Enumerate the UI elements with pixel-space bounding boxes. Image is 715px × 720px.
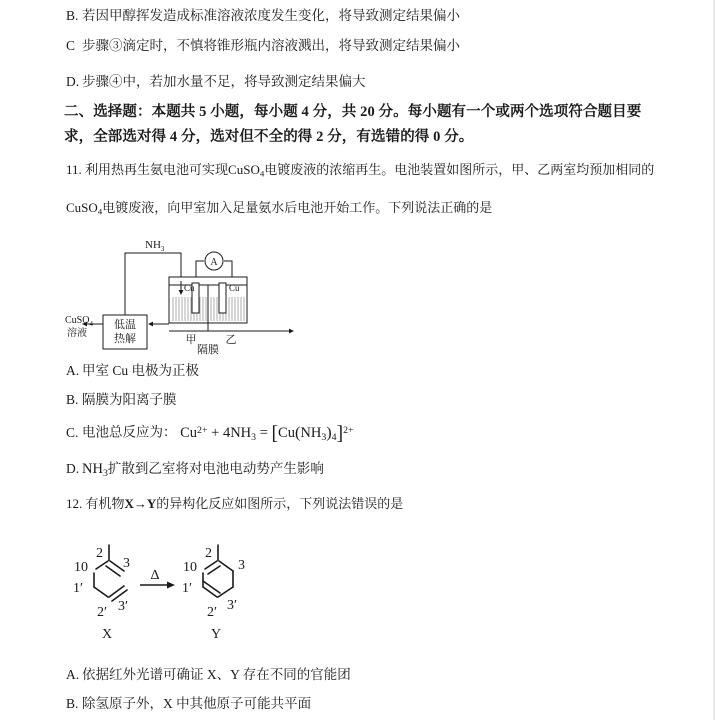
section-heading-line2: 求，全部选对得 4 分，选对但不全的得 2 分，有选错的得 0 分。	[64, 128, 474, 145]
chamber-label-left: 甲	[185, 334, 197, 346]
question-11-option-b	[66, 390, 177, 410]
question-11-stem-line2	[66, 198, 670, 219]
prev-option-b-text: 若因甲醇挥发造成标准溶液浓度发生变化，将导致测定结果偏小	[82, 8, 460, 23]
question-11-stem	[66, 160, 670, 181]
x-label-3prime: 3′	[118, 599, 129, 614]
prev-option-c	[66, 36, 666, 56]
figure-isomerization-x-to-y	[66, 540, 281, 648]
outlet-label-text: 溶液	[67, 328, 87, 339]
prev-option-b	[66, 6, 666, 26]
prev-option-d-text: 步骤④中，若加水量不足，将导致测定结果偏大	[82, 74, 366, 89]
arrow-inline: →	[133, 496, 147, 511]
x-label-10: 10	[74, 560, 88, 575]
cuso4-base-1: CuSO	[228, 162, 260, 177]
cuso4-formula-1	[228, 162, 264, 177]
prev-option-c-letter: C	[66, 38, 76, 53]
question-11-option-a-text: 甲室 Cu 电极为正极	[82, 363, 200, 378]
cell-reaction-equation: $Cu^{2+} + 4NH_3 = [Cu(NH_3)_4]^{2+}$	[176, 423, 354, 444]
cuso4-sub-1: 4	[259, 168, 265, 179]
pyrolysis-box-label-line2: 热解	[114, 333, 136, 345]
question-12-option-b-text: 除氢原子外，X 中其他原子可能共平面	[82, 696, 312, 711]
y-label-10: 10	[183, 560, 197, 575]
y-label-3prime: 3′	[227, 598, 238, 613]
section-heading-line1: 二、选择题：本题共 5 小题，每小题 4 分，共 20 分。每小题有一个或两个选项符合题目要	[64, 104, 642, 120]
figure-thermally-regenerative-ammonia-battery	[63, 231, 315, 355]
nh3-base: NH	[82, 461, 103, 477]
chamber-label-right: 乙	[225, 334, 237, 346]
question-11-stem-c: 电镀废液，向甲室加入足量氨水后电池开始工作。下列说法正确的是	[102, 200, 493, 215]
question-11-stem-a: 利用热再生氨电池可实现	[85, 162, 229, 177]
electrode-label-left: Cu	[184, 283, 195, 293]
y-label-3: 3	[238, 558, 245, 573]
question-11-option-a-letter: A.	[66, 363, 80, 378]
question-11-stem-b: 电镀废液的浓缩再生。电池装置如图所示，甲、乙两室均预加相同的	[264, 162, 655, 177]
x-label-2: 2	[96, 546, 103, 561]
prev-option-d-letter: D.	[66, 74, 80, 89]
question-11-option-a	[66, 361, 199, 381]
outlet-label-formula: CuSO$_4$	[65, 315, 93, 328]
question-11-option-c	[66, 419, 354, 448]
nh3-formula-option-d	[82, 461, 108, 477]
nh3-sub: 3	[102, 467, 108, 479]
ammeter-label: A	[210, 257, 218, 268]
question-12-option-a-letter: A.	[66, 667, 80, 682]
prev-option-d	[66, 72, 666, 92]
cuso4-base-2: CuSO	[66, 200, 98, 215]
y-label-2prime: 2′	[206, 605, 218, 620]
question-12-option-b	[66, 694, 311, 714]
question-11-option-d-text: 扩散到乙室将对电池电动势产生影响	[107, 461, 324, 476]
reaction-condition-delta: Δ	[150, 568, 160, 583]
prev-option-b-letter: B.	[66, 8, 79, 23]
question-12-option-b-letter: B.	[66, 696, 79, 711]
question-11-option-d	[66, 459, 324, 482]
x-label-3: 3	[123, 556, 130, 571]
caption-compound-y: Y	[210, 627, 222, 642]
y-label-1prime: 1′	[182, 581, 193, 596]
question-11-option-c-letter: C.	[66, 424, 79, 440]
prev-option-c-text: 步骤③滴定时，不慎将锥形瓶内溶液溅出，将导致测定结果偏小	[82, 38, 460, 53]
y-label-2: 2	[205, 546, 212, 561]
question-11-option-c-text: 电池总反应为：	[82, 424, 177, 440]
x-label-2prime: 2′	[96, 605, 108, 620]
section-heading	[64, 100, 672, 150]
question-12-number: 12.	[66, 496, 83, 511]
nh3-gas-label: $NH_3$	[145, 239, 165, 253]
question-11-number: 11.	[66, 162, 82, 177]
question-12-option-a	[66, 665, 351, 685]
question-11-stem-line1	[66, 160, 670, 181]
question-11-option-b-text: 隔膜为阳离子膜	[82, 392, 177, 407]
question-11-option-b-letter: B.	[66, 392, 79, 407]
x-label-1prime: 1′	[73, 581, 84, 596]
pyrolysis-box-label-line1: 低温	[114, 319, 136, 331]
question-12-option-a-text: 依据红外光谱可确证 X、Y 存在不同的官能团	[82, 667, 351, 682]
cuso4-formula-2	[66, 200, 102, 215]
question-12-stem-b: 的异构化反应如图所示，下列说法错误的是	[156, 496, 404, 511]
cuso4-sub-2: 4	[97, 206, 103, 217]
membrane-label: 隔膜	[197, 344, 219, 355]
compound-x-inline: X	[124, 496, 134, 511]
question-11-option-d-letter: D.	[66, 461, 80, 476]
question-12-stem-a: 有机物	[85, 496, 125, 511]
electrode-label-right: Cu	[229, 283, 240, 293]
question-12-stem	[66, 494, 666, 514]
compound-y-inline: Y	[146, 496, 157, 511]
caption-compound-x: X	[101, 627, 113, 642]
